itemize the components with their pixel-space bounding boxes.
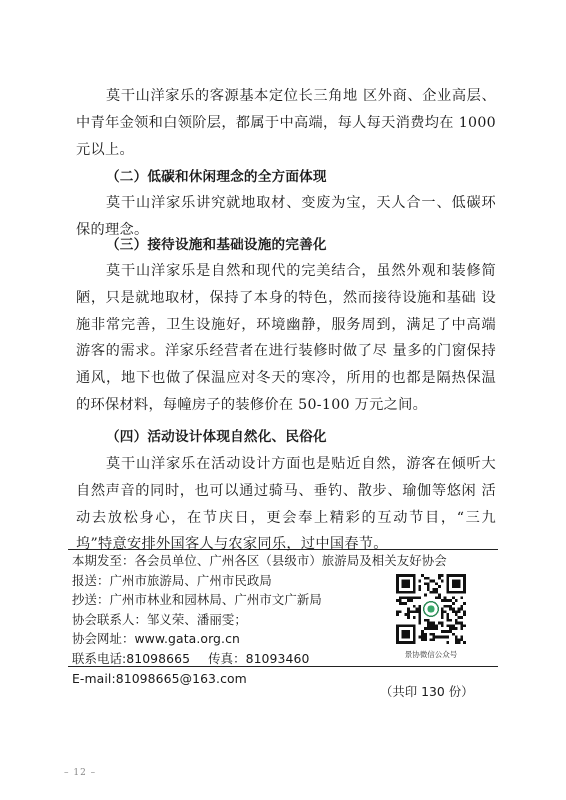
- footer-bottom-divider: [68, 666, 498, 667]
- report-to-line: 报送：广州市旅游局、广州市民政局: [72, 572, 272, 588]
- paragraph-low-carbon: 莫干山洋家乐讲究就地取材、变废为宝，天人合一、低碳环保的理念。: [76, 195, 496, 238]
- fax-text: 传真：81093460: [208, 650, 310, 666]
- email-line: E-mail:81098665@163.com: [72, 670, 247, 686]
- phone-text: 联系电话:81098665: [72, 650, 191, 666]
- distribution-line: 本期发至：各会员单位、广州各区（县级市）旅游局及相关友好协会: [72, 553, 447, 568]
- footer-top-divider: [68, 549, 498, 550]
- print-copies: （共印 130 份）: [380, 684, 474, 699]
- paragraph-customer-base: 莫干山洋家乐的客源基本定位长三角地 区外商、企业高层、中青年金领和白领阶层，都属于中高端，每人每天消费均在 1000 元以上。: [76, 88, 496, 158]
- copy-to-line: 抄送：广州市林业和园林局、广州市文广新局: [72, 592, 322, 608]
- website-line: 协会网址：www.gata.org.cn: [72, 631, 240, 647]
- paragraph-facilities: 莫干山洋家乐是自然和现代的完美结合，虽然外观和装修简陋，只是就地取材，保持了本身的特色，然而接待设施和基础 设施非常完善，卫生设施好，环境幽静，服务周到，满足了中高端游客的需求。洋家乐经营者在进行装修时做了尽 量多的门窗保持通风，地下也做了保温应对冬天的寒冷，所用的也都是隔热保温的环保材料，每幢房子的装修价在 50-100 万元之间。: [76, 263, 496, 413]
- heading-facilities: （三）接待设施和基础设施的完善化: [106, 237, 327, 253]
- paragraph-activities: 莫干山洋家乐在活动设计方面也是贴近自然，游客在倾听大自然声音的同时，也可以通过骑马、垂钓、散步、瑜伽等悠闲 活动去放松身心，在节庆日，更会奉上精彩的互动节目，“三九 坞”特意安排外国客人与农家同乐，过中国春节。: [76, 456, 496, 553]
- wechat-qr-code: [396, 574, 466, 644]
- contacts-line: 协会联系人：邹义荣、潘丽雯；: [72, 611, 247, 627]
- heading-activities: （四）活动设计体现自然化、民俗化: [106, 429, 327, 445]
- page-number: – 12 –: [64, 768, 97, 778]
- heading-low-carbon: （二）低碳和休闲理念的全方面体现: [106, 169, 327, 185]
- qr-caption: 景协微信公众号: [404, 650, 458, 659]
